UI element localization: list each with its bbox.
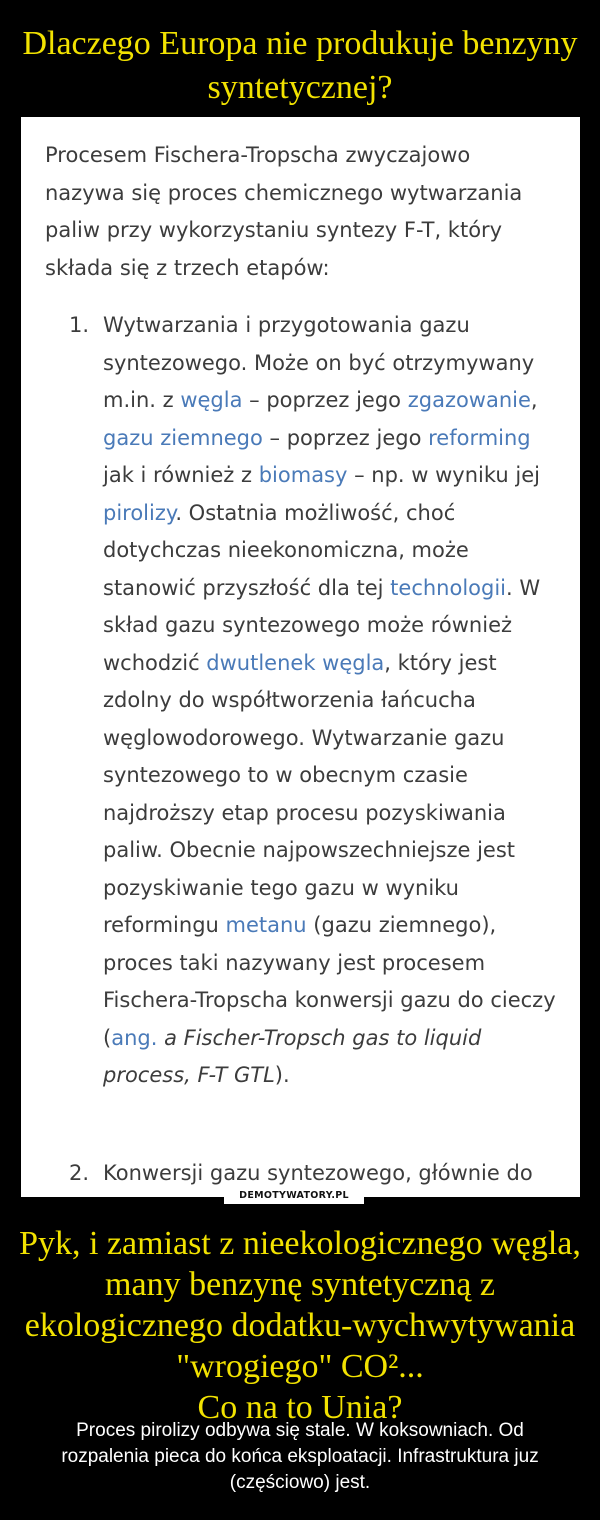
link-dwutlenek-wegla[interactable]: dwutlenek węgla — [206, 650, 385, 675]
text-segment: , — [530, 388, 538, 412]
text-segment: Wytwarzania i przygotowania gazu syntezowego. Może on być otrzymywany m.in. z — [103, 313, 535, 412]
caption-line-4: "wrogiego" CO²... — [176, 1348, 424, 1385]
subtext-line-3: (częściowo) jest. — [229, 1472, 371, 1493]
link-pirolizy[interactable]: pirolizy — [103, 500, 176, 525]
caption-title — [0, 1223, 600, 1428]
link-gazu-ziemnego[interactable]: gazu ziemnego — [103, 425, 263, 450]
caption-line-5: Co na to Unia? — [197, 1389, 403, 1426]
text-segment: (gazu ziemnego), proces taki nazywany jest procesem Fischera-Tropscha konwersji gazu do cieczy ( — [103, 913, 556, 1050]
text-segment: , który jest zdolny do współtworzenia łańcucha węglowodorowego. Wytwarzanie gazu syntezowego to w obecnym czasie najdroższy etap procesu pozyskiwania paliw. Obecnie najpowszechniejsze jest pozyskiwanie tego gazu w wyniku reformingu — [103, 650, 516, 937]
text-segment: jak i również z — [103, 463, 259, 487]
page-title — [0, 22, 600, 110]
caption-line-3: ekologicznego dodatku-wychwytywania — [24, 1307, 576, 1344]
screenshot-card — [21, 117, 580, 1197]
link-reforming[interactable]: reforming — [428, 425, 531, 450]
title-line-2: syntetycznej? — [207, 69, 393, 106]
intro-paragraph: Procesem Fischera-Tropscha zwyczajowo nazywa się proces chemicznego wytwarzania paliw przy wykorzystaniu syntezy F-T, który składa się z trzech etapów: — [45, 143, 523, 280]
link-biomasy[interactable]: biomasy — [258, 463, 348, 487]
link-zgazowanie[interactable]: zgazowanie — [407, 388, 531, 412]
text-segment: . Ostatnia możliwość, choć dotychczas nieekonomiczna, może stanowić przyszłość dla tej — [103, 500, 469, 600]
text-segment: – poprzez jego — [242, 388, 408, 412]
link-metanu[interactable]: metanu — [225, 913, 307, 937]
watermark-label: DEMOTYWATORY.PL — [224, 1188, 364, 1204]
link-ang[interactable]: ang. — [111, 1025, 158, 1050]
caption-line-2: many benzynę syntetyczną z — [105, 1266, 495, 1303]
list-item-number: 2. — [69, 1161, 90, 1185]
subtext-line-2: rozpalenia pieca do końca eksploatacji. Infrastruktura juz — [61, 1446, 539, 1467]
caption-subtext — [18, 1418, 582, 1496]
text-segment: . W skład gazu syntezowego może również wchodzić — [103, 575, 541, 675]
text-segment: ). — [274, 1063, 290, 1087]
link-wegla[interactable]: węgla — [180, 388, 243, 412]
title-line-1: Dlaczego Europa nie produkuje benzyny — [22, 25, 578, 62]
caption-line-1: Pyk, i zamiast z nieekologicznego węgla, — [19, 1225, 581, 1262]
link-technologii[interactable]: technologii — [390, 575, 507, 600]
list-item-text — [103, 307, 565, 1095]
text-segment: – poprzez jego — [262, 425, 429, 450]
italic-term: a Fischer-Tropsch gas to liquid process, F-T GTL — [103, 1025, 482, 1087]
subtext-line-1: Proces pirolizy odbywa się stale. W koksowniach. Od — [76, 1420, 524, 1441]
text-segment: – np. w wyniku jej — [347, 463, 540, 487]
list-item-number: 1. — [69, 313, 90, 337]
list-item-text: Konwersji gazu syntezowego, głównie do — [103, 1161, 533, 1185]
